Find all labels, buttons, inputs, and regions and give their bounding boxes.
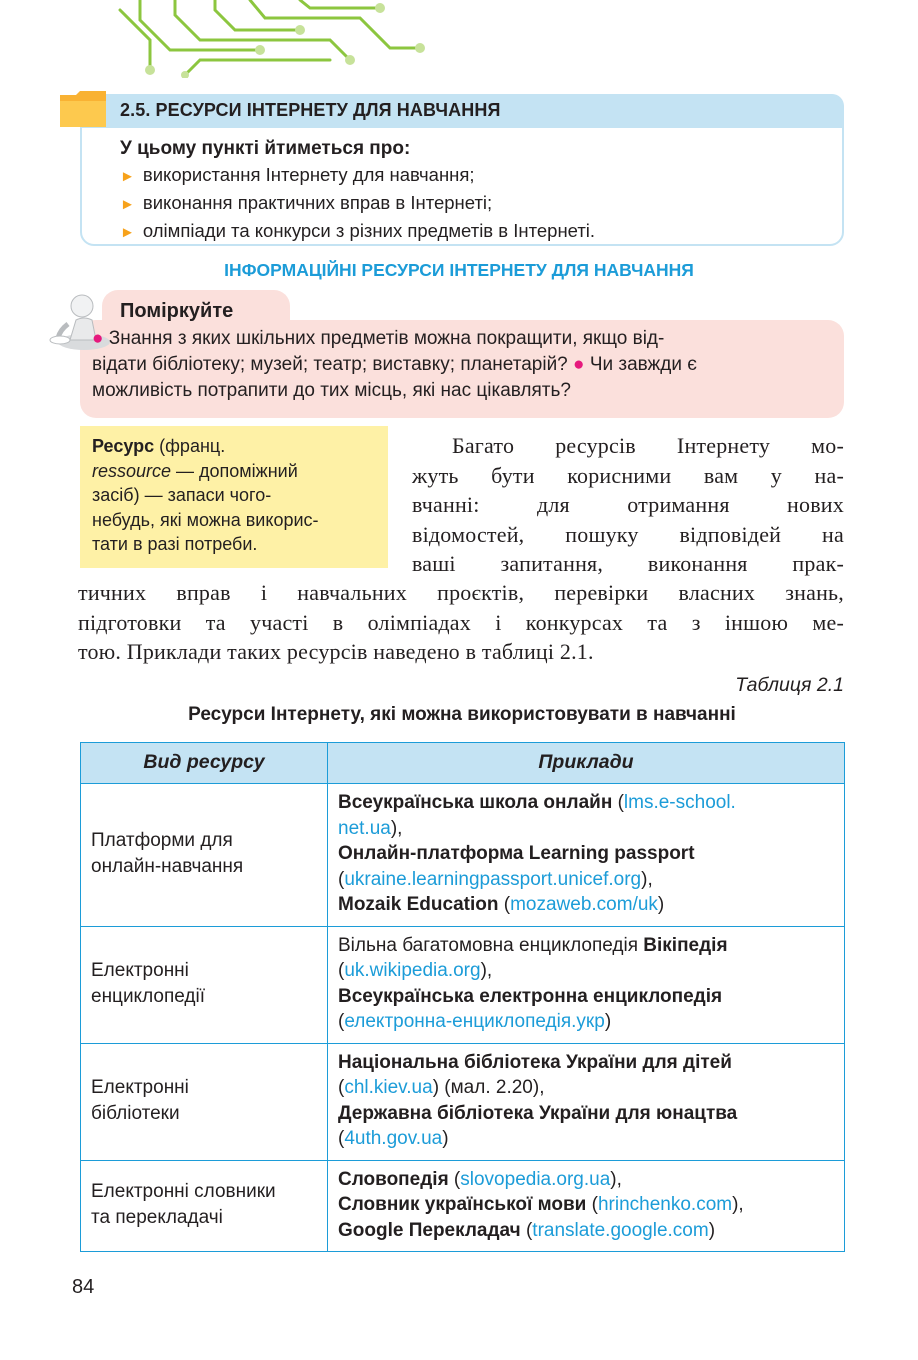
resource-link[interactable]: 4uth.gov.ua (344, 1128, 443, 1149)
table-label: Таблиця 2.1 (735, 674, 844, 696)
definition-text: Ресурс (франц. ressource — допоміжний засіб) — запаси чого- небудь, які можна викорис- тати в разі потреби. (92, 436, 319, 554)
resource-link[interactable]: chl.kiev.ua (344, 1077, 433, 1098)
arrow-bullet-icon: ► (120, 168, 135, 185)
bullet-dot-icon: ● (573, 354, 585, 375)
resource-link[interactable]: ukraine.learningpassport.unicef.org (344, 868, 642, 890)
table-header-row (81, 743, 845, 784)
resource-link[interactable]: uk.wikipedia.org (344, 960, 481, 981)
table-row (81, 1043, 845, 1160)
table-header-cell: Вид ресурсу (81, 743, 328, 784)
table-row (81, 1160, 845, 1252)
body-paragraph-continued: тичних вправ і навчальних проєктів, перевірки власних знань, підготовки та участі в олімпіадах і конкурсах та з іншою ме- тою. Приклади таких ресурсів наведено в таблиці 2.1. (78, 580, 844, 664)
resource-link[interactable]: електронна-енциклопедія.укр (344, 1011, 605, 1032)
resource-link[interactable]: lms.e-school. (623, 792, 736, 813)
resource-link[interactable]: hrinchenko.com (597, 1194, 733, 1215)
resource-examples-cell: Національна бібліотека України для дітей (chl.kiev.ua) (мал. 2.20), Державна бібліотека України для юнацтва (4uth.gov.ua) (328, 1043, 845, 1160)
resource-examples-cell: Всеукраїнська школа онлайн (lms.e-school. net.ua), Онлайн-платформа Learning passport (ukraine.learningpassport.unicef.org), Mozaik Education (mozaweb.com/uk) (328, 784, 845, 927)
section-bullets (120, 162, 595, 246)
resources-table (80, 742, 845, 1252)
section-title: 2.5. РЕСУРСИ ІНТЕРНЕТУ ДЛЯ НАВЧАННЯ (120, 100, 501, 120)
table-caption: Ресурси Інтернету, які можна використовувати в навчанні (188, 704, 736, 725)
definition-term: Ресурс (92, 436, 155, 456)
resource-type-cell: Електронні бібліотеки (81, 1043, 328, 1160)
resource-link[interactable]: mozaweb.com/uk (510, 894, 658, 915)
resource-link[interactable]: translate.google.com (532, 1219, 709, 1241)
bullet-dot-icon: ● (92, 328, 104, 349)
table-row (81, 784, 845, 927)
resource-link[interactable]: net.ua (338, 817, 391, 839)
body-paragraph-start: Багато ресурсів Інтернету мо- жуть бути корисними вам у на- вчанні: для отримання нових відомостей, пошуку відповідей на ваші запитання, виконання прак- (412, 433, 844, 576)
folder-icon (58, 89, 108, 129)
think-text: ● Знання з яких шкільних предметів можна покращити, якщо від- відати бібліотеку; музей; театр; виставку; планетарій? ● Чи завжди є можливість потрапити до тих місць, які нас цікавлять? (92, 328, 697, 401)
list-item: ► виконання практичних вправ в Інтернеті; (120, 192, 493, 213)
arrow-bullet-icon: ► (120, 224, 135, 241)
section-intro: У цьому пункті йтиметься про: (120, 138, 411, 159)
table-header-cell: Приклади (328, 743, 845, 784)
resource-examples-cell: Вільна багатомовна енциклопедія Вікіпедія (uk.wikipedia.org), Всеукраїнська електронна енциклопедія (електронна-енциклопедія.укр) (328, 926, 845, 1043)
think-title: Поміркуйте (120, 300, 234, 322)
arrow-bullet-icon: ► (120, 196, 135, 213)
resource-type-cell: Електронні енциклопедії (81, 926, 328, 1043)
resource-type-cell: Платформи для онлайн-навчання (81, 784, 328, 927)
table-row (81, 926, 845, 1043)
resource-link[interactable]: slovopedia.org.ua (460, 1168, 611, 1190)
circuit-decoration (0, 0, 430, 78)
resource-examples-cell: Словопедія (slovopedia.org.ua), Словник української мови (hrinchenko.com), Google Перекладач (translate.google.com) (328, 1160, 845, 1252)
page-number: 84 (72, 1276, 95, 1298)
resource-type-cell: Електронні словники та перекладачі (81, 1160, 328, 1252)
subsection-heading: ІНФОРМАЦІЙНІ РЕСУРСИ ІНТЕРНЕТУ ДЛЯ НАВЧАННЯ (224, 260, 694, 280)
list-item: ► олімпіади та конкурси з різних предметів в Інтернеті. (120, 220, 596, 241)
list-item: ► використання Інтернету для навчання; (120, 164, 475, 185)
